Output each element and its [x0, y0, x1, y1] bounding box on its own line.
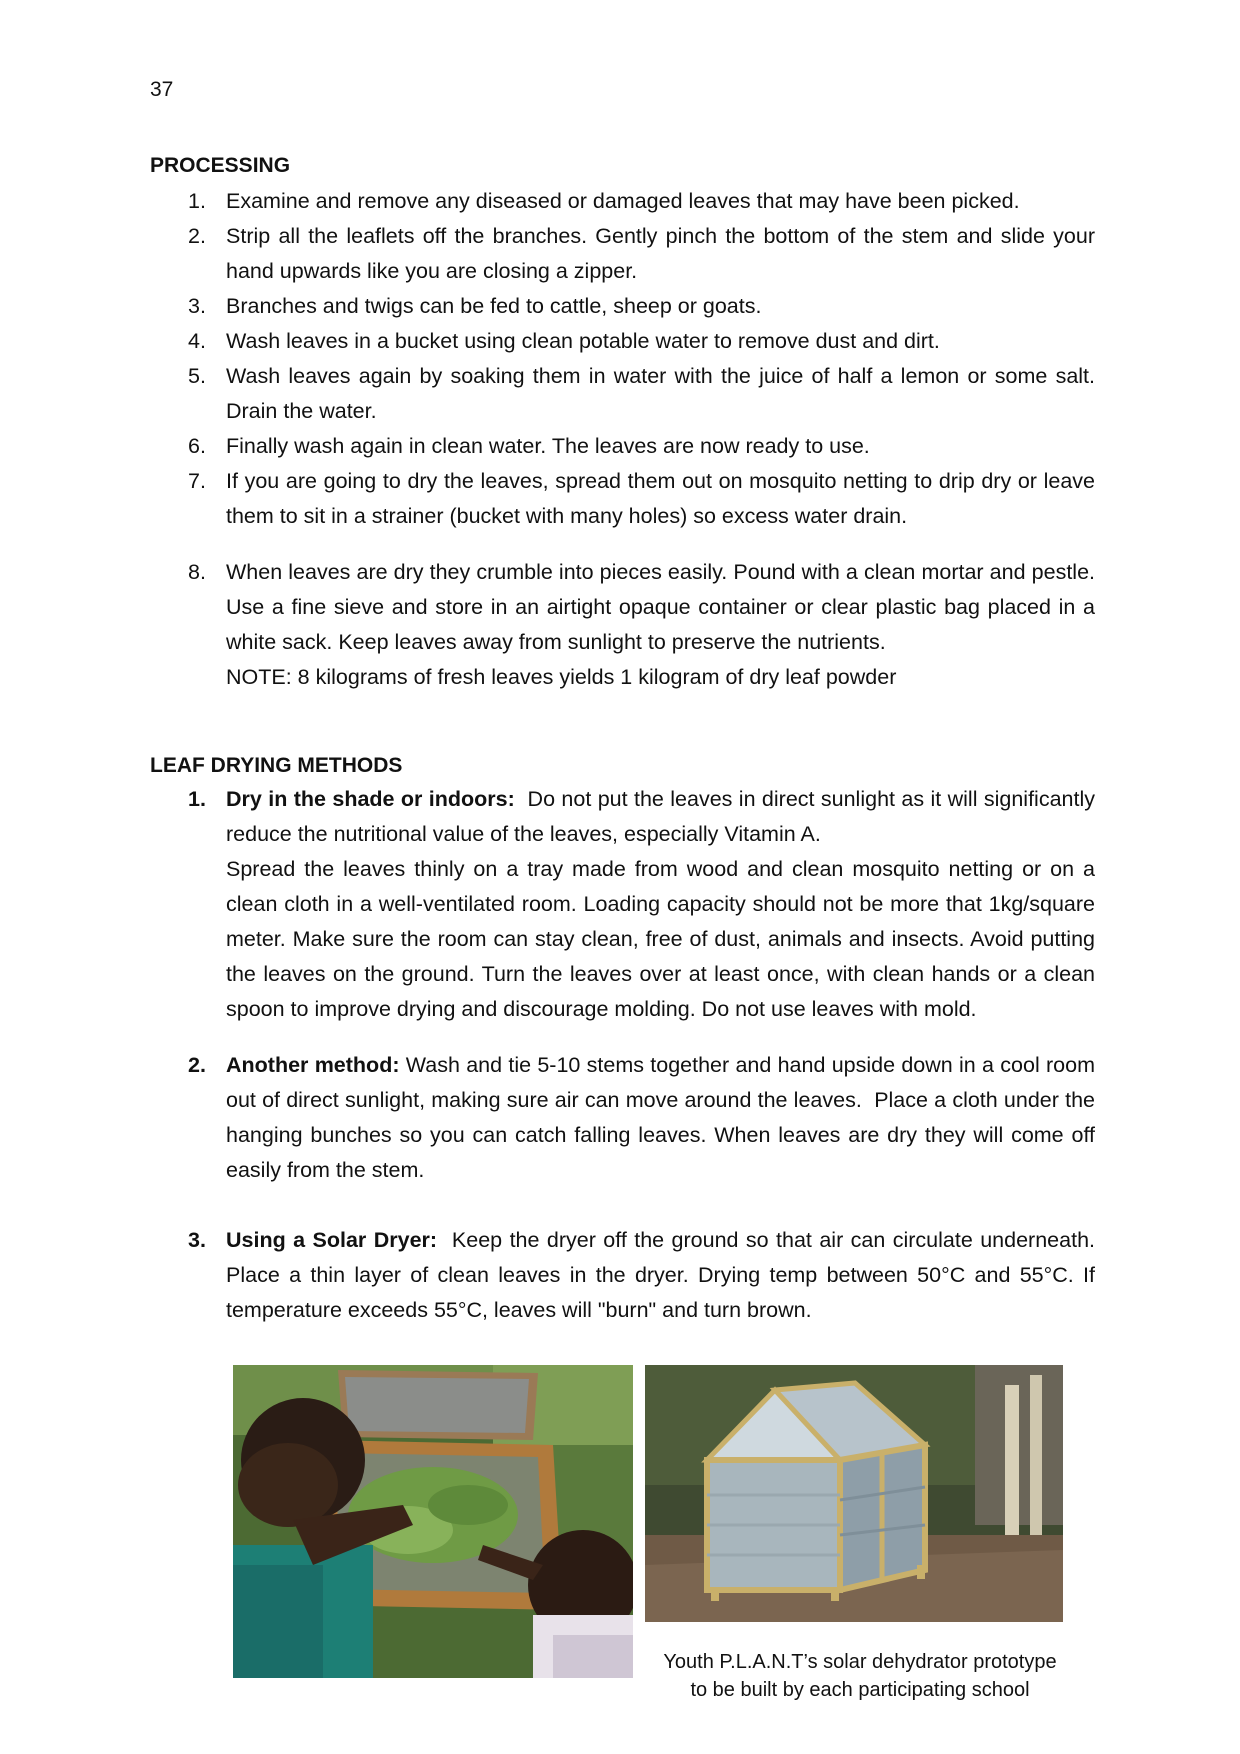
- step-number: 8.: [188, 560, 206, 584]
- step-number: 5.: [188, 364, 206, 388]
- method-text: Keep the dryer off the ground so that air can circulate underneath. Place a thin layer of clean leaves in the dryer. Drying temp between 50°C and 55°C. If temperature exceeds 55°C, leaves will "burn" and turn brown.: [226, 1228, 1101, 1322]
- step-text: Finally wash again in clean water. The leaves are now ready to use.: [226, 434, 870, 458]
- method-text: Do not put the leaves in direct sunlight as it will significantly reduce the nutritional value of the leaves, especially Vitamin A.: [226, 787, 1101, 846]
- method-lead: Dry in the shade or indoors:: [226, 787, 515, 811]
- drying-method: [150, 1048, 1101, 1188]
- children-solar-dryer-photo: [233, 1365, 633, 1678]
- method-text: Wash and tie 5-10 stems together and hand upside down in a cool room out of direct sunlight, making sure air can move around the leaves. Place a cloth under the hanging bunches so you can catch falling leaves. When leaves are dry they will come off easily from the stem.: [226, 1053, 1101, 1182]
- step-text: Wash leaves again by soaking them in water with the juice of half a lemon or some salt. Drain the water.: [226, 364, 1095, 423]
- solar-dehydrator-photo: [645, 1365, 1063, 1622]
- method-lead: Another method:: [226, 1053, 400, 1077]
- method-number: 1.: [188, 787, 206, 811]
- processing-heading: PROCESSING: [150, 154, 291, 177]
- processing-step: [150, 359, 1095, 429]
- step-text: Strip all the leaflets off the branches. Gently pinch the bottom of the stem and slide your hand upwards like you are closing a zipper.: [226, 224, 1095, 283]
- method-lead: Using a Solar Dryer:: [226, 1228, 438, 1252]
- method-text-continued: Spread the leaves thinly on a tray made from wood and clean mosquito netting or on a clean cloth in a well-ventilated room. Loading capacity should not be more that 1kg/square meter. Make sure the room can stay clean, free of dust, animals and insects. Avoid putting the leaves on the ground. Turn the leaves over at least once, with clean hands or a clean spoon to improve drying and discourage molding. Do not use leaves with mold.: [226, 857, 1095, 1021]
- processing-step: [150, 184, 1095, 219]
- step-number: 2.: [188, 224, 206, 248]
- processing-step: [150, 219, 1095, 289]
- processing-steps-list: [150, 184, 1095, 695]
- step-number: 4.: [188, 329, 206, 353]
- step-number: 1.: [188, 189, 206, 213]
- page-number: 37: [150, 78, 174, 101]
- processing-step: [150, 429, 1095, 464]
- step-text: Examine and remove any diseased or damaged leaves that may have been picked.: [226, 189, 1020, 213]
- step-number: 7.: [188, 469, 206, 493]
- processing-step: [150, 324, 1095, 359]
- caption-line-1: Youth P.L.A.N.T’s solar dehydrator prototype: [663, 1651, 1057, 1673]
- step-text: Wash leaves in a bucket using clean potable water to remove dust and dirt.: [226, 329, 940, 353]
- processing-step: [150, 555, 1095, 695]
- processing-step: [150, 464, 1095, 534]
- step-text: Branches and twigs can be fed to cattle, sheep or goats.: [226, 294, 762, 318]
- processing-step: [150, 289, 1095, 324]
- drying-method: [150, 782, 1101, 1027]
- photo-caption: [648, 1648, 1072, 1704]
- drying-methods-list: [150, 782, 1101, 1328]
- step-text: If you are going to dry the leaves, spread them out on mosquito netting to drip dry or leave them to sit in a strainer (bucket with many holes) so excess water drain.: [226, 469, 1095, 528]
- note-text: NOTE: 8 kilograms of fresh leaves yields 1 kilogram of dry leaf powder: [226, 665, 897, 689]
- drying-heading: LEAF DRYING METHODS: [150, 754, 403, 777]
- drying-method: [150, 1223, 1101, 1328]
- step-number: 3.: [188, 294, 206, 318]
- step-number: 6.: [188, 434, 206, 458]
- method-number: 2.: [188, 1053, 206, 1077]
- caption-line-2: to be built by each participating school: [690, 1679, 1030, 1701]
- method-number: 3.: [188, 1228, 206, 1252]
- step-text: When leaves are dry they crumble into pieces easily. Pound with a clean mortar and pestle. Use a fine sieve and store in an airtight opaque container or clear plastic bag placed in a white sack. Keep leaves away from sunlight to preserve the nutrients.: [226, 560, 1095, 654]
